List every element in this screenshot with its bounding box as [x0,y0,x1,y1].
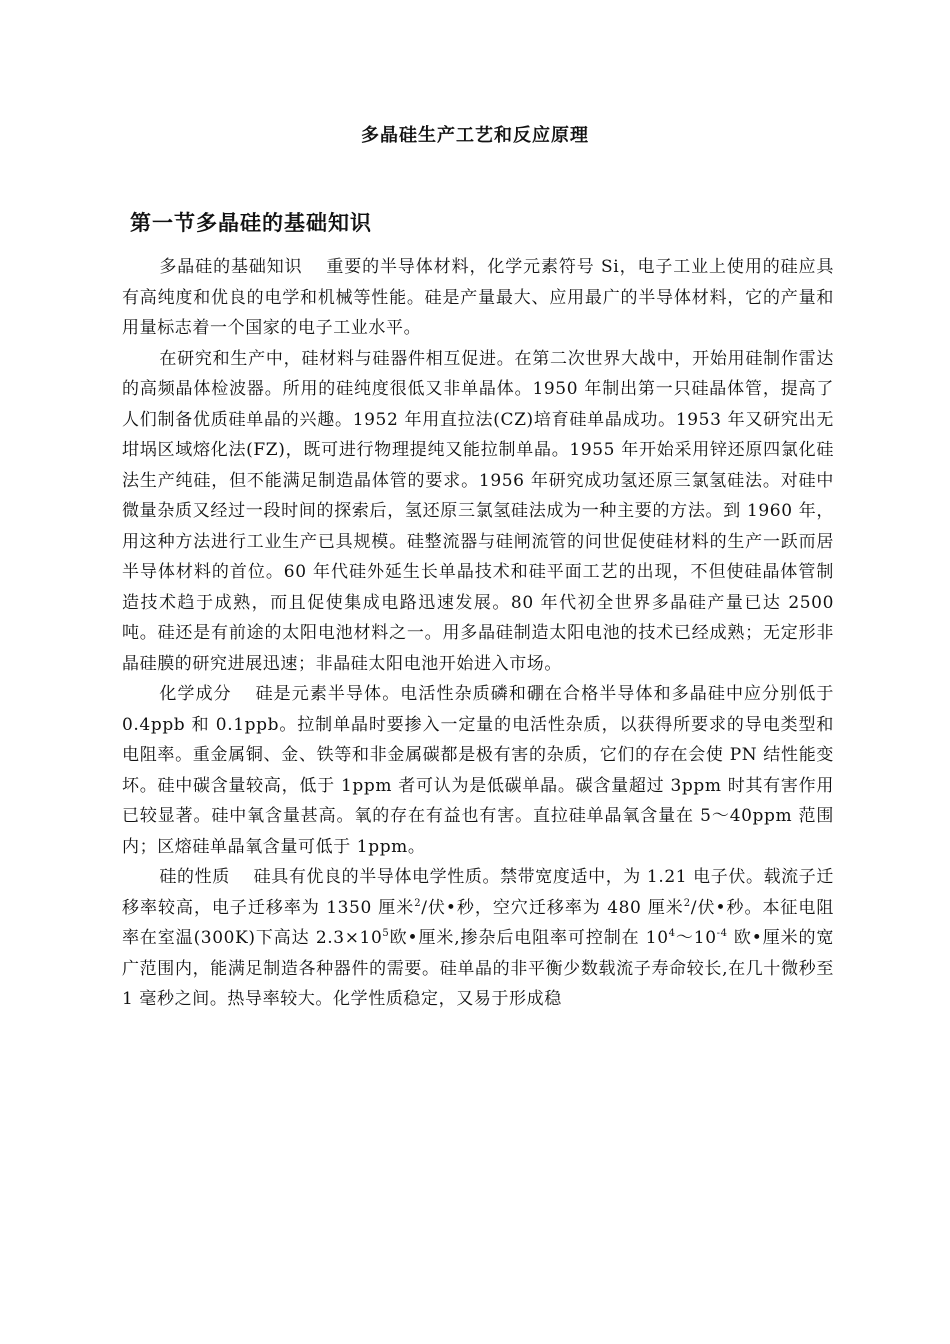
paragraph-lead: 化学成分 [159,684,232,704]
paragraph-basics [122,252,834,344]
superscript: 2 [683,897,691,909]
paragraph-text: 在研究和生产中，硅材料与硅器件相互促进。在第二次世界大战中，开始用硅制作雷达的高频晶体检波器。所用的硅纯度很低又非单晶体。1950 年制出第一只硅晶体管，提高了人们制备优质硅单晶的兴趣。1952 年用直拉法(CZ)培育硅单晶成功。1953 年又研究出无坩埚区域熔化法(FZ)，既可进行物理提纯又能拉制单晶。1955 年开始采用锌还原四氯化硅法生产纯硅，但不能满足制造晶体管的要求。1956 年研究成功氢还原三氯氢硅法。对硅中微量杂质又经过一段时间的探索后，氢还原三氯氢硅法成为一种主要的方法。到 1960 年，用这种方法进行工业生产已具规模。硅整流器与硅闸流管的问世促使硅材料的生产一跃而居半导体材料的首位。60 年代硅外延生长单晶技术和硅平面工艺的出现，不但使硅晶体管制造技术趋于成熟，而且促使集成电路迅速发展。80 年代初全世界多晶硅产量已达 2500 吨。硅还是有前途的太阳电池材料之一。用多晶硅制造太阳电池的技术已经成熟；无定形非晶硅膜的研究进展迅速；非晶硅太阳电池开始进入市场。 [122,348,834,674]
superscript: 5 [382,928,390,939]
paragraph-lead: 多晶硅的基础知识 [159,257,303,277]
paragraph-text: ～10 [675,928,717,948]
paragraph-chemical-composition [122,679,834,862]
section-heading: 第一节多晶硅的基础知识 [130,210,372,235]
paragraph-history [122,344,834,680]
paragraph-text: /伏•秒。本征电阻率在室温(300K)下高达 2.3×10 [122,897,834,948]
document-title: 多晶硅生产工艺和反应原理 [361,125,589,146]
paragraph-text: 硅具有优良的半导体电学性质。禁带宽度适中，为 1.21 电子伏。载流子迁移率较高，电子迁移率为 1350 厘米 [122,867,834,918]
superscript: -4 [716,928,728,939]
paragraph-text: /伏•秒，空穴迁移率为 480 厘米 [421,897,684,918]
paragraph-silicon-properties [122,862,834,1015]
paragraph-lead: 硅的性质 [159,867,230,887]
superscript: 2 [414,897,422,909]
superscript: 4 [668,928,676,939]
document-body [122,252,834,1015]
paragraph-text: 重要的半导体材料，化学元素符号 Si，电子工业上使用的硅应具有高纯度和优良的电学和机械等性能。硅是产量最大、应用最广的半导体材料，它的产量和用量标志着一个国家的电子工业水平。 [122,257,834,338]
paragraph-text: 欧•厘米,掺杂后电阻率可控制在 10 [389,928,669,948]
paragraph-text: 欧•厘米的宽广范围内，能满足制造各种器件的需要。硅单晶的非平衡少数载流子寿命较长,在几十微秒至 1 毫秒之间。热导率较大。化学性质稳定，又易于形成稳 [122,928,834,1009]
paragraph-text: 硅是元素半导体。电活性杂质磷和硼在合格半导体和多晶硅中应分别低于 0.4ppb 和 0.1ppb。拉制单晶时要掺入一定量的电活性杂质，以获得所要求的导电类型和电阻率。重金属铜、金、铁等和非金属碳都是极有害的杂质，它们的存在会使 PN 结性能变坏。硅中碳含量较高，低于 1ppm 者可认为是低碳单晶。碳含量超过 3ppm 时其有害作用已较显著。硅中氧含量甚高。氧的存在有益也有害。直拉硅单晶氧含量在 5～40ppm 范围内；区熔硅单晶氧含量可低于 1ppm。 [122,684,834,857]
